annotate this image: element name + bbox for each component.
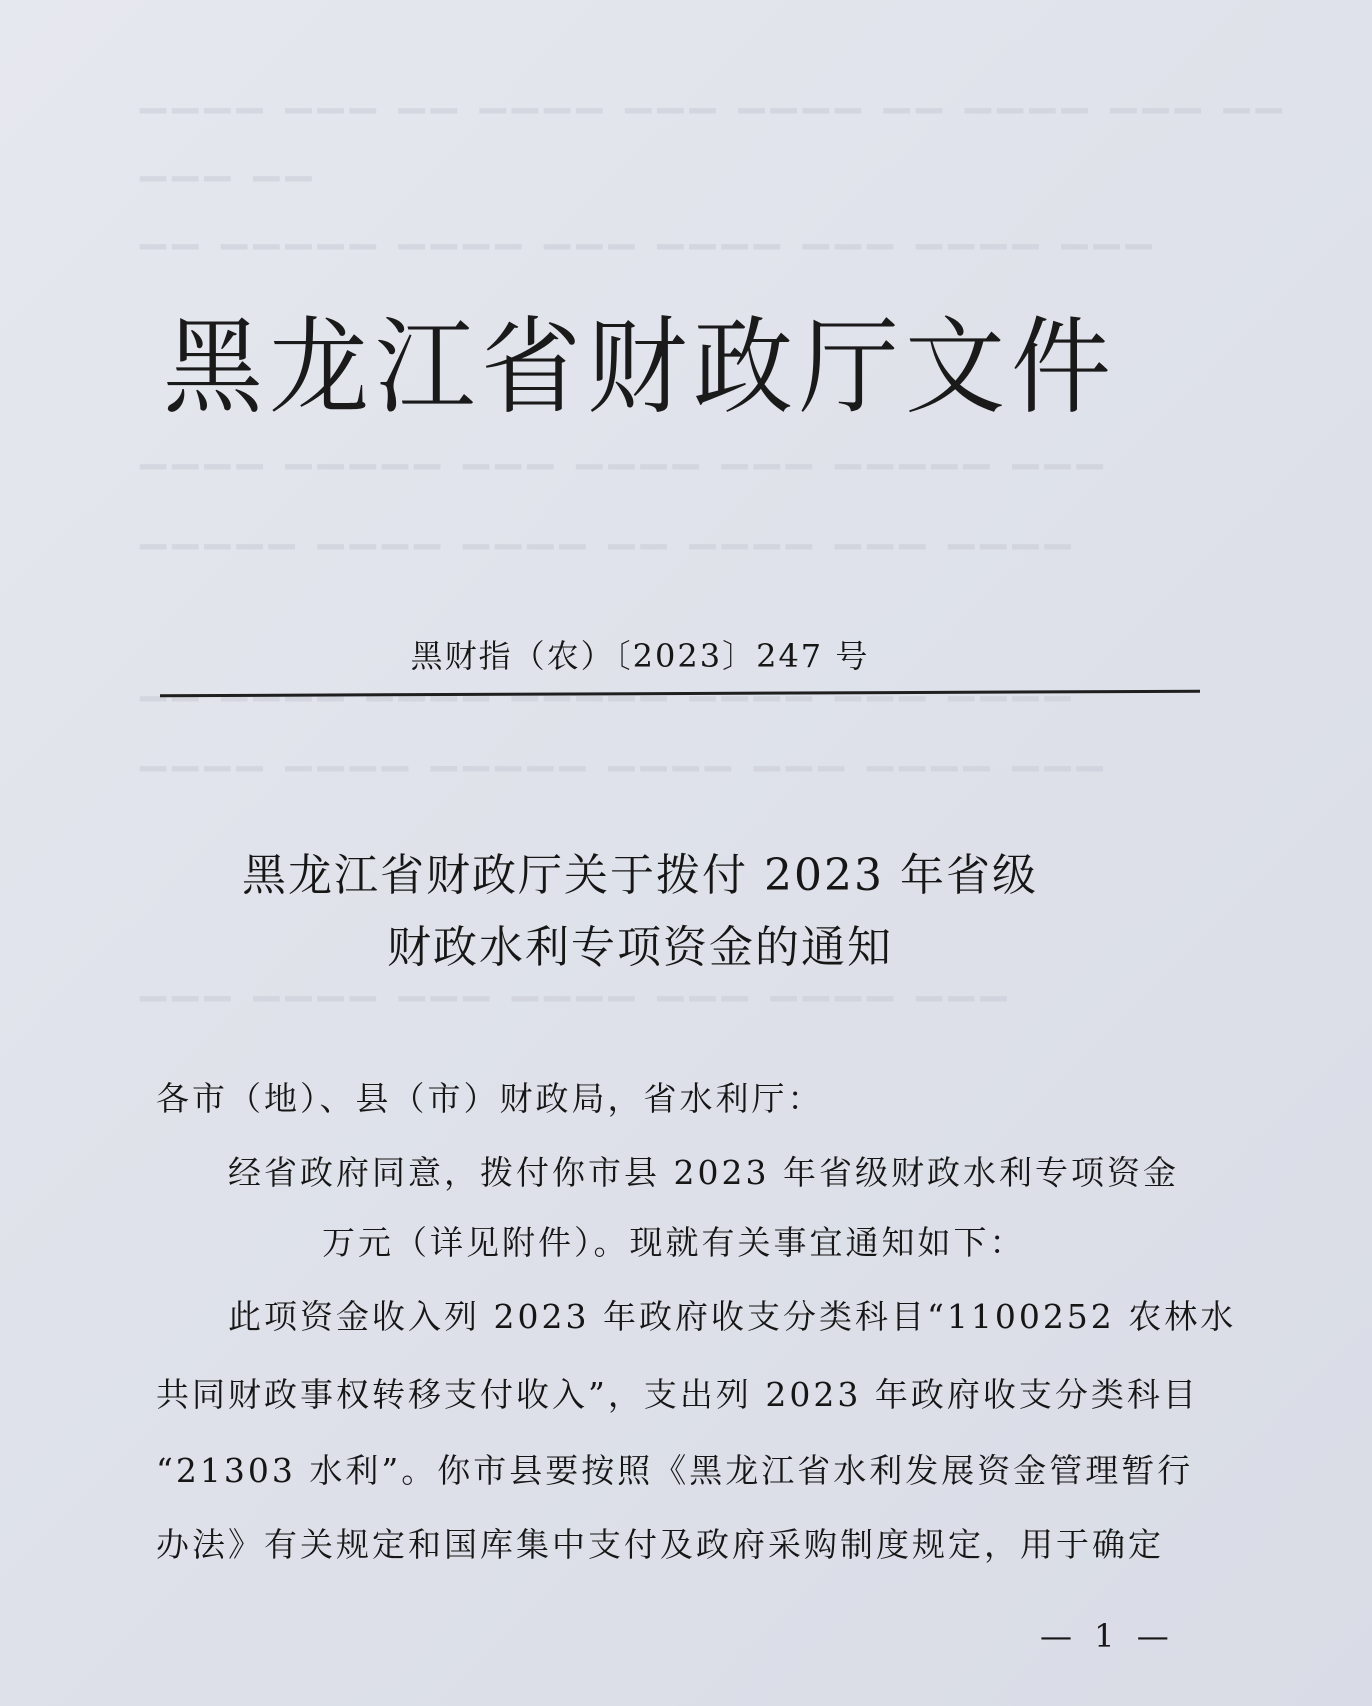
- notice-title-line-1: 黑龙江省财政厅关于拨付 2023 年省级: [242, 850, 1038, 901]
- issuer-title: 黑龙江省财政厅文件: [163, 306, 1117, 429]
- page-number: — 1 —: [1040, 1617, 1175, 1655]
- body-line: 共同财政事权转移支付收入”，支出列 2023 年政府收支分类科目: [156, 1375, 1199, 1414]
- bleed-through-text: ▔▔▔▔ ▔▔▔ ▔▔ ▔▔▔▔ ▔▔▔ ▔▔▔▔ ▔▔ ▔▔▔▔ ▔▔▔ ▔▔: [140, 109, 1288, 149]
- body-line: 万元（详见附件）。现就有关事宜通知如下：: [322, 1223, 1026, 1262]
- bleed-through-text: ▔▔▔▔ ▔▔▔▔▔ ▔▔▔ ▔▔▔▔ ▔▔▔ ▔▔▔▔▔ ▔▔▔: [140, 465, 1109, 505]
- bleed-through-text: ▔▔▔ ▔▔: [140, 177, 318, 217]
- body-line: 经省政府同意，拨付你市县 2023 年省级财政水利专项资金: [228, 1153, 1179, 1192]
- bleed-through-text: ▔▔ ▔▔▔▔ ▔▔▔▔ ▔▔▔▔▔ ▔▔▔▔ ▔▔▔ ▔▔▔▔: [140, 697, 1077, 737]
- body-line: 办法》有关规定和国库集中支付及政府采购制度规定，用于确定: [156, 1525, 1164, 1564]
- bleed-through-text: ▔▔ ▔▔▔▔▔ ▔▔▔▔ ▔▔▔ ▔▔▔▔ ▔▔▔ ▔▔▔▔ ▔▔▔: [140, 245, 1158, 285]
- body-line: 此项资金收入列 2023 年政府收支分类科目“1100252 农林水: [228, 1297, 1237, 1336]
- bleed-through-text: ▔▔▔ ▔▔▔▔ ▔▔▔ ▔▔▔▔ ▔▔▔ ▔▔▔▔ ▔▔▔: [140, 997, 1013, 1037]
- body-line: “21303 水利”。你市县要按照《黑龙江省水利发展资金管理暂行: [156, 1451, 1194, 1490]
- recipients-line: 各市（地）、县（市）财政局，省水利厅：: [156, 1079, 824, 1118]
- document-number: 黑财指（农）〔2023〕247 号: [410, 637, 870, 675]
- notice-title: [0, 840, 1280, 984]
- bleed-through-text: ▔▔▔▔ ▔▔▔▔ ▔▔▔▔▔ ▔▔▔▔ ▔▔▔ ▔▔▔▔ ▔▔▔: [140, 767, 1109, 807]
- notice-title-line-2: 财政水利专项资金的通知: [387, 922, 893, 973]
- bleed-through-text: ▔▔▔▔▔ ▔▔▔▔ ▔▔▔▔ ▔▔ ▔▔▔▔ ▔▔▔ ▔▔▔▔: [140, 545, 1077, 585]
